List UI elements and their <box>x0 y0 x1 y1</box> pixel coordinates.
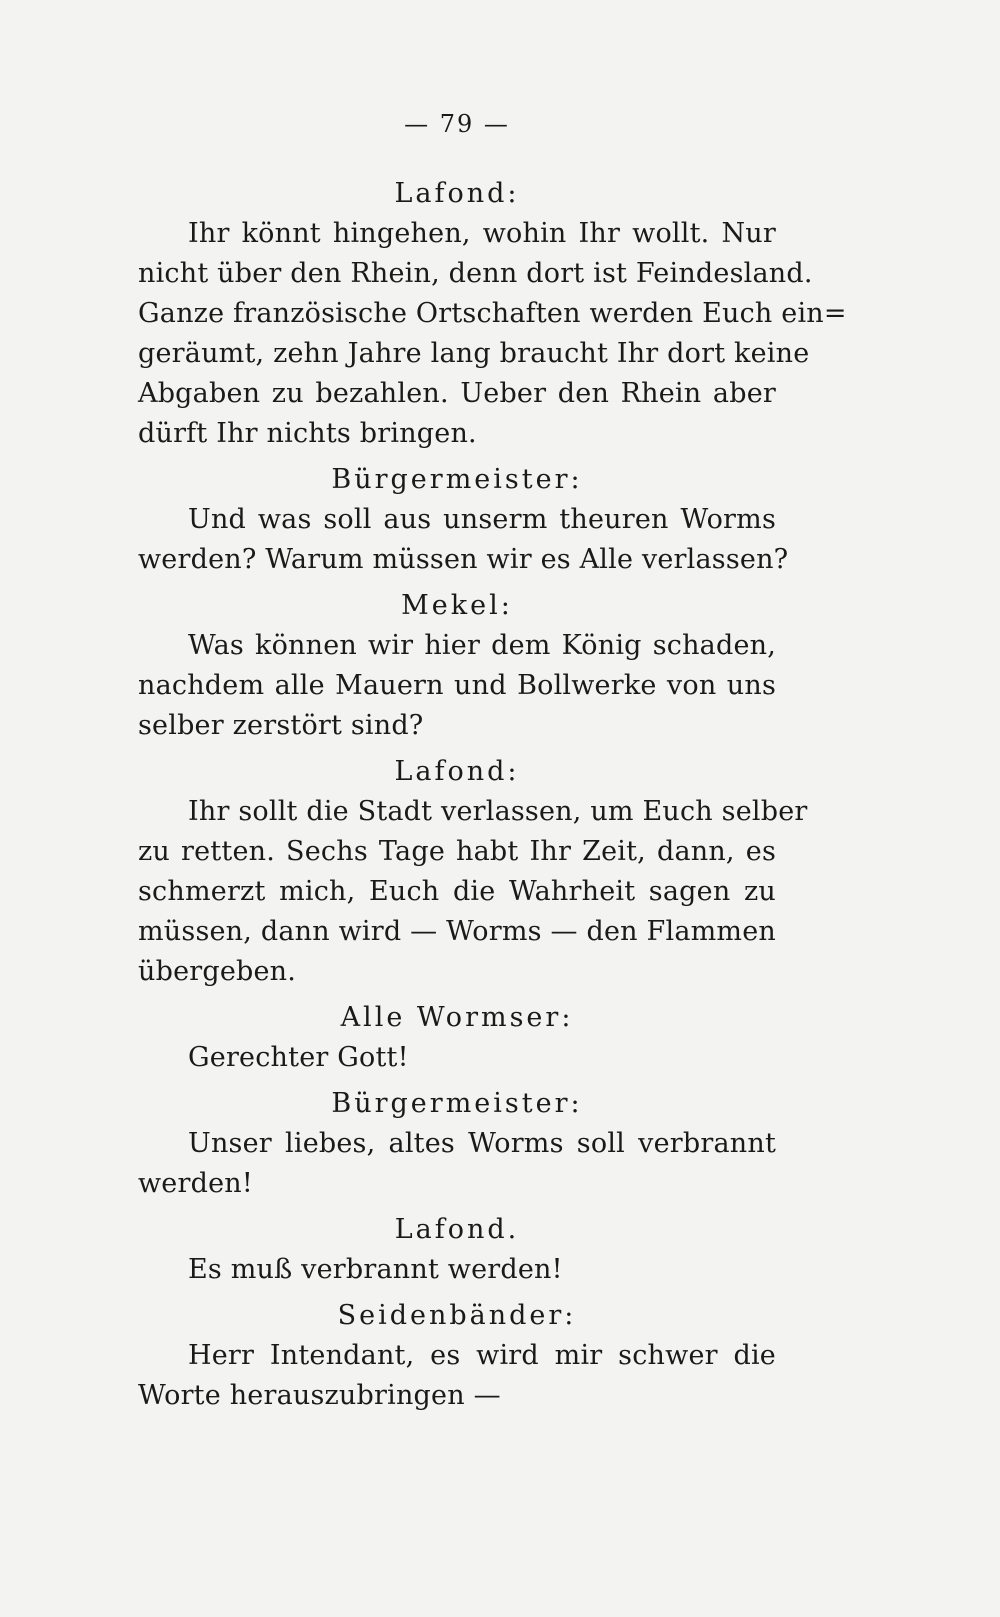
text-block <box>138 100 847 1416</box>
text-line: nicht über den Rhein, denn dort ist Feindesland. <box>138 258 813 289</box>
dialogue-block-lafond-2 <box>138 752 808 992</box>
text-line: Was können wir hier dem König schaden, <box>188 630 776 661</box>
text-line: müssen, dann wird — Worms — den Flammen <box>138 916 776 947</box>
text-line: geräumt, zehn Jahre lang braucht Ihr dort keine <box>138 338 810 369</box>
text-line: selber zerstört sind? <box>138 710 424 741</box>
dialogue-block-seidenbaender <box>138 1296 776 1416</box>
text-line: übergeben. <box>138 956 297 987</box>
page-number: — 79 — <box>404 110 510 138</box>
dialogue-block-buergermeister-1 <box>138 460 789 580</box>
speaker-name: Mekel: <box>401 590 513 621</box>
text-line: Abgaben zu bezahlen. Ueber den Rhein aber <box>138 378 776 409</box>
dialogue-block-alle-wormser <box>138 998 776 1078</box>
dialogue-block-buergermeister-2 <box>138 1084 776 1204</box>
speaker-name: Bürgermeister: <box>331 1088 583 1119</box>
text-line: Unser liebes, altes Worms soll verbrannt <box>188 1128 776 1159</box>
speaker-name: Lafond: <box>394 756 520 787</box>
text-line: schmerzt mich, Euch die Wahrheit sagen zu <box>138 876 776 907</box>
text-line: werden? Warum müssen wir es Alle verlassen? <box>138 544 789 575</box>
speaker-name: Alle Wormser: <box>340 1002 574 1033</box>
dialogue-block-lafond-1 <box>138 174 847 454</box>
text-line: Es muß verbrannt werden! <box>188 1254 563 1285</box>
speaker-name: Bürgermeister: <box>331 464 583 495</box>
text-line: Ihr könnt hingehen, wohin Ihr wollt. Nur <box>188 218 776 249</box>
text-line: Und was soll aus unserm theuren Worms <box>188 504 776 535</box>
text-line: Herr Intendant, es wird mir schwer die <box>188 1340 776 1371</box>
text-line: Gerechter Gott! <box>188 1042 409 1073</box>
text-line: Ihr sollt die Stadt verlassen, um Euch selber <box>188 796 808 827</box>
dialogue-block-lafond-3 <box>138 1210 776 1290</box>
text-line: zu retten. Sechs Tage habt Ihr Zeit, dann, es <box>138 836 776 867</box>
text-line: Ganze französische Ortschaften werden Euch ein= <box>138 298 847 329</box>
text-line: werden! <box>138 1168 253 1199</box>
text-line: Worte herauszubringen — <box>138 1380 501 1411</box>
text-line: nachdem alle Mauern und Bollwerke von uns <box>138 670 776 701</box>
text-line: dürft Ihr nichts bringen. <box>138 418 477 449</box>
speaker-name: Seidenbänder: <box>337 1300 577 1331</box>
speaker-name: Lafond: <box>394 178 520 209</box>
dialogue-block-mekel <box>138 586 776 746</box>
speaker-name: Lafond. <box>394 1214 520 1245</box>
